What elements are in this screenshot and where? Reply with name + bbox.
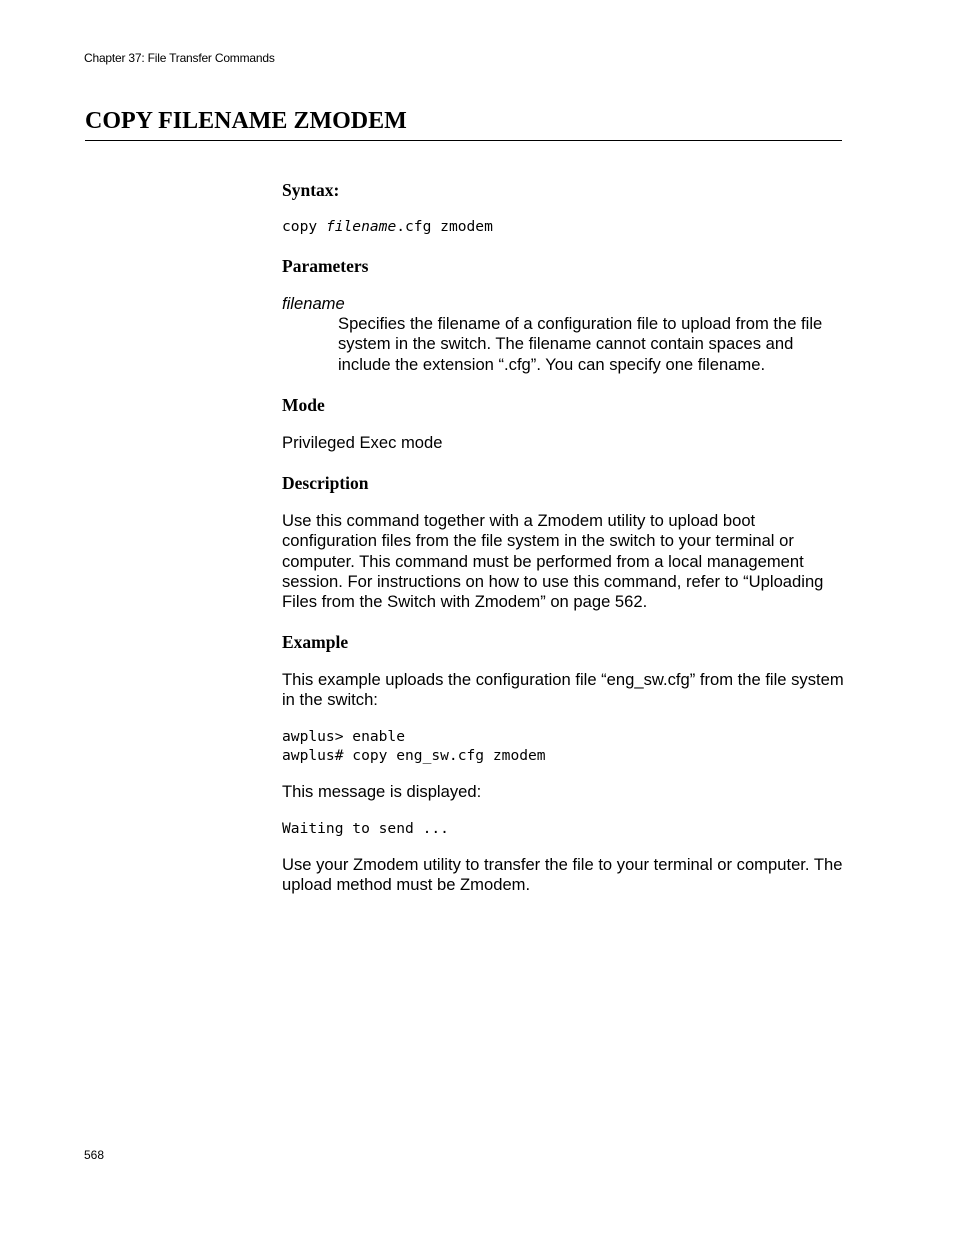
running-header: Chapter 37: File Transfer Commands xyxy=(84,51,275,65)
example-message-intro: This message is displayed: xyxy=(282,782,482,801)
syntax-heading: Syntax: xyxy=(282,180,340,200)
example-closing: Use your Zmodem utility to transfer the file to your terminal or computer. The upload method must be Zmodem. xyxy=(282,855,843,895)
description-heading: Description xyxy=(282,473,369,493)
example-message-code: Waiting to send ... xyxy=(282,820,449,837)
page-title: COPY FILENAME ZMODEM xyxy=(85,106,842,141)
mode-heading: Mode xyxy=(282,395,325,415)
parameter-description: Specifies the filename of a configuration file to upload from the file system in the switch. The filename cannot contain spaces and include the extension “.cfg”. You can specify one filename. xyxy=(338,314,823,374)
parameter-name: filename xyxy=(282,294,345,313)
syntax-command-prefix: copy xyxy=(282,218,326,235)
example-heading: Example xyxy=(282,632,349,652)
page-number: 568 xyxy=(84,1148,105,1162)
mode-text: Privileged Exec mode xyxy=(282,433,443,452)
example-code-line-1: awplus> enable xyxy=(282,728,406,745)
example-intro: This example uploads the configuration file “eng_sw.cfg” from the file system in the switch: xyxy=(282,670,844,710)
syntax-command xyxy=(282,217,493,237)
syntax-command-param: filename xyxy=(325,218,397,235)
example-code-line-2: awplus# copy eng_sw.cfg zmodem xyxy=(282,747,546,764)
description-text: Use this command together with a Zmodem utility to upload boot configuration files from the file system in the switch to your terminal or computer. This command must be performed from a local management session. For instructions on how to use this command, refer to “Uploading Files from the Switch with Zmodem” on page 562. xyxy=(282,511,824,612)
parameters-heading: Parameters xyxy=(282,256,369,276)
syntax-command-suffix: .cfg zmodem xyxy=(396,218,493,235)
